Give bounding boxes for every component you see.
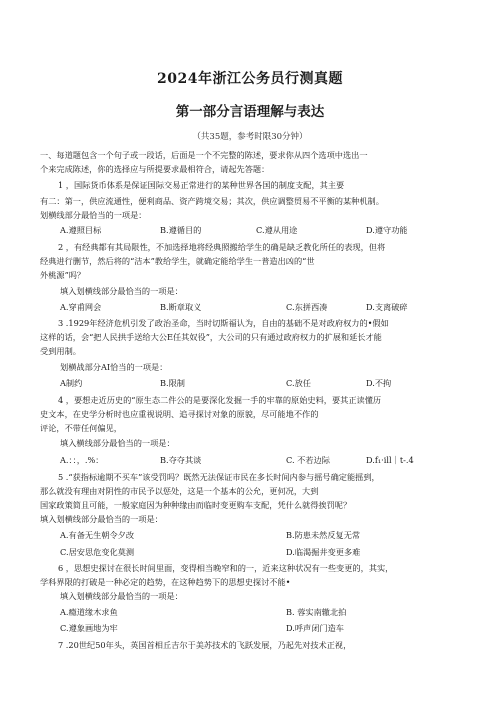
question-5-option-a[interactable]: A.有备无生朝令夕改 (60, 530, 135, 540)
question-3-option-c[interactable]: C.放任 (286, 378, 311, 388)
question-4-text: 评论，不带任何偏见， (40, 423, 122, 433)
question-5-text: 5 .“获指标逾期不买车”该受罚吗？既然无法保证市民在多长时间内参与摇号确定能摇到， (58, 472, 380, 482)
question-3-text: 受到用制。 (40, 346, 81, 356)
intro-line: 个来完成陈述，你的选择应与所提要求最相符合，请起先答题： (40, 164, 270, 174)
question-3-option-b[interactable]: B.限制 (160, 378, 185, 388)
question-3-option-a[interactable]: A制约 (60, 378, 83, 388)
question-6-option-c[interactable]: C.遵象画地为牢 (60, 623, 118, 633)
question-6-option-a[interactable]: A.瘾道缘木求鱼 (60, 607, 118, 617)
question-5-text: 国家政策简且可能，一般家庭因为种种缘由而临时变更购车支配，凭什么就得挨罚呢？ (40, 500, 352, 510)
question-7-text: 7 .20世纪50年头，英国首相丘吉尔于美苏技术的飞跃发展，乃起先对技术正视， (58, 640, 352, 650)
question-2-option-d[interactable]: D.支离破碎 (366, 302, 408, 312)
question-1-option-a[interactable]: A.遵照目标 (60, 225, 102, 235)
section-note: （共35题，参考时限30分钟） (192, 132, 308, 142)
question-2-option-a[interactable]: A.穿甫网会 (60, 302, 102, 312)
question-2-option-c[interactable]: C.东拼西凑 (286, 302, 328, 312)
question-5-option-d[interactable]: D.临渴掘井变更多难 (286, 547, 361, 557)
page-title: 2024年浙江公务员行测真题 (157, 71, 343, 87)
question-1-option-d[interactable]: D.遵守功能 (366, 225, 408, 235)
question-4-option-a[interactable]: A.：：，.%： (60, 455, 104, 465)
question-3-text: 3 .1929年经济危机引发了政治圣命，当时切斯福认为，自由的基础不是对政府权力的•假如 (58, 318, 389, 328)
question-5-prompt: 填入划横线部分最恰当的一项是： (40, 514, 163, 524)
question-4-option-b[interactable]: B.夺夺其谈 (160, 455, 202, 465)
question-2-text: 2 ，有经典都有其局限性，不加选择地将经典照搬给学生的确是缺乏教化所任的表现，但将 (58, 242, 386, 252)
question-5-text: 那么就没有理由对阴性的市民予以惩处，这是一个基本的公允，更何况，大到 (40, 486, 319, 496)
question-3-text: 这样的话，会“把人民拱手送给大公E任其奴役”，大公司的只有通过政府权力的扩展和延长才能 (40, 332, 382, 342)
question-6-option-d[interactable]: D.呼声闭门造车 (286, 623, 344, 633)
question-4-option-c[interactable]: C. 不若边际 (286, 455, 330, 465)
question-2-text: 外桃源”吗？ (40, 270, 86, 280)
question-1-option-c[interactable]: C.遵从用途 (256, 225, 298, 235)
question-4-option-d[interactable]: D.f₁·ill｜t-.4 (366, 455, 414, 465)
question-1-option-b[interactable]: B.遵循目的 (160, 225, 202, 235)
question-6-option-b[interactable]: B. 蓉实南辙北拍 (286, 607, 347, 617)
question-1-prompt: 划横线部分最恰当的一项是： (40, 210, 147, 220)
question-6-prompt: 填入划横线部分最恰当的一项是： (60, 591, 183, 601)
section-title: 第一部分言语理解与表达 (175, 104, 325, 120)
question-6-text: 学科界限的打破是一种必定的趋势，在这种趋势下的思想史探讨不能• (40, 577, 291, 587)
question-3-option-d[interactable]: D.不拘 (366, 378, 392, 388)
question-2-option-b[interactable]: B.断章取义 (160, 302, 202, 312)
intro-line: 一、每道题包含一个句子或一段话，后面是一个不完整的陈述，要求你从四个选项中选出一 (40, 150, 368, 160)
question-5-option-c[interactable]: C.居安思危变化莫测 (60, 547, 135, 557)
question-1-text: 1 ，国际货币体系是保证国际交易正常进行的某种世界各国的制度支配，其主要 (58, 180, 345, 190)
question-2-text: 经典进行删节，然后将的“洁本”教给学生，就确定能给学生一普造出凶的“世 (40, 256, 315, 266)
question-5-option-b[interactable]: B.防患未然反复无常 (286, 530, 361, 540)
question-6-text: 6 ，思想史探讨在很长时间里面，变得相当晚窄和的一，近来这种状况有一些变更的，其实， (58, 563, 394, 573)
question-1-text: 有二：第一，供应流通性，便利商品、资产跨境交易；其次，供应调整贸易不平衡的某种机制。 (40, 196, 384, 206)
question-4-text: 4 ，要想走近历史的“原生态二件公的是要深化发掘一手的牢靠的原始史料，要其正读懂历 (58, 395, 382, 405)
question-3-prompt: 划横战部分AI恰当的一项是： (60, 362, 168, 372)
question-2-prompt: 填入划横线部分最恰当的一项是： (60, 286, 183, 296)
question-4-prompt: 填入横线部分最恰当的一项是： (60, 438, 175, 448)
question-4-text: 史文本，在史学分析时也应重视说明、追寻探讨对象的原貌，尽可能地不作的 (40, 409, 319, 419)
